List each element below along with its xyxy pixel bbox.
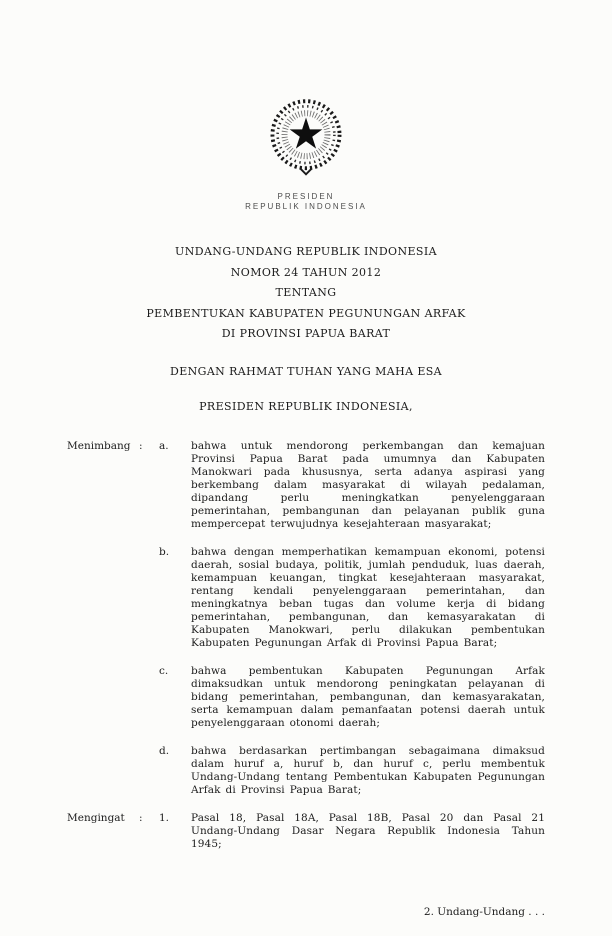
item-text: bahwa pembentukan Kabupaten Pegunungan Arfak dimaksudkan untuk mendorong peningkatan pelayanan di bidang pemerintahan, pembangunan, dan kemasyarakatan, serta kemampuan dalam pemanfaatan potensi daerah untuk penyelenggaraan otonomi daerah;: [191, 664, 545, 729]
item-text: bahwa dengan memperhatikan kemampuan ekonomi, potensi daerah, sosial budaya, politik, jumlah penduduk, luas daerah, kemampuan keuangan, tingkat kesejahteraan masyarakat, rentang kendali penyelenggaraan pemerintahan, dan meningkatnya beban tugas dan volume kerja di bidang pemerintahan, pembangunan, dan kemasyarakatan di Kabupaten Manokwari, perlu dilakukan pembentukan Kabupaten Pegunungan Arfak di Provinsi Papua Barat;: [191, 545, 545, 649]
emblem-caption: [0, 192, 612, 212]
menimbang-item-a: [159, 440, 545, 531]
menimbang-section: [0, 440, 612, 797]
mengingat-item-1: [159, 812, 545, 851]
item-marker: c.: [159, 664, 169, 677]
item-marker: 1.: [159, 811, 170, 824]
item-marker: b.: [159, 545, 170, 558]
mengingat-row: [0, 812, 612, 851]
title-line-2: NOMOR 24 TAHUN 2012: [230, 265, 382, 279]
item-text: Pasal 18, Pasal 18A, Pasal 18B, Pasal 20 dan Pasal 21 Undang-Undang Dasar Negara Republik Indonesia Tahun 1945;: [191, 811, 545, 850]
emblem-caption-line2: REPUBLIK INDONESIA: [245, 202, 367, 211]
mengingat-section: [0, 812, 612, 851]
authority-line: PRESIDEN REPUBLIK INDONESIA,: [199, 399, 413, 413]
star-glyph: [290, 118, 323, 149]
page-catchword: 2. Undang-Undang . . .: [423, 906, 545, 918]
mengingat-items: [159, 812, 545, 851]
menimbang-row: [0, 440, 612, 797]
item-marker: d.: [159, 744, 170, 757]
title-line-3: TENTANG: [275, 286, 337, 299]
title-line-5: DI PROVINSI PAPUA BARAT: [221, 327, 391, 340]
mengingat-colon: :: [139, 811, 143, 824]
presidential-seal-icon: [263, 93, 349, 185]
menimbang-colon: :: [139, 439, 143, 452]
menimbang-item-d: [159, 745, 545, 797]
menimbang-items: [159, 440, 545, 797]
menimbang-label: Menimbang: [67, 439, 131, 452]
invocation-line: DENGAN RAHMAT TUHAN YANG MAHA ESA: [169, 364, 443, 378]
national-emblem: [0, 93, 612, 212]
mengingat-label: Mengingat: [67, 811, 125, 824]
document-title-block: [0, 242, 612, 345]
item-text: bahwa berdasarkan pertimbangan sebagaimana dimaksud dalam huruf a, huruf b, dan huruf c, perlu membentuk Undang-Undang tentang Pembentukan Kabupaten Pegunungan Arfak di Provinsi Papua Barat;: [191, 744, 545, 796]
emblem-caption-line1: PRESIDEN: [277, 192, 335, 201]
menimbang-item-c: [159, 665, 545, 730]
item-text: bahwa untuk mendorong perkembangan dan kemajuan Provinsi Papua Barat pada umumnya dan Kabupaten Manokwari pada khususnya, serta adanya aspirasi yang berkembang dalam masyarakat di wilayah pedalaman, dipandang perlu meningkatkan penyelenggaraan pemerintahan, pembangunan dan pelayanan publik guna mempercepat terwujudnya kesejahteraan masyarakat;: [191, 439, 545, 530]
title-line-1: UNDANG-UNDANG REPUBLIK INDONESIA: [175, 245, 437, 258]
menimbang-item-b: [159, 546, 545, 650]
item-marker: a.: [159, 439, 169, 452]
title-line-4: PEMBENTUKAN KABUPATEN PEGUNUNGAN ARFAK: [146, 306, 466, 320]
